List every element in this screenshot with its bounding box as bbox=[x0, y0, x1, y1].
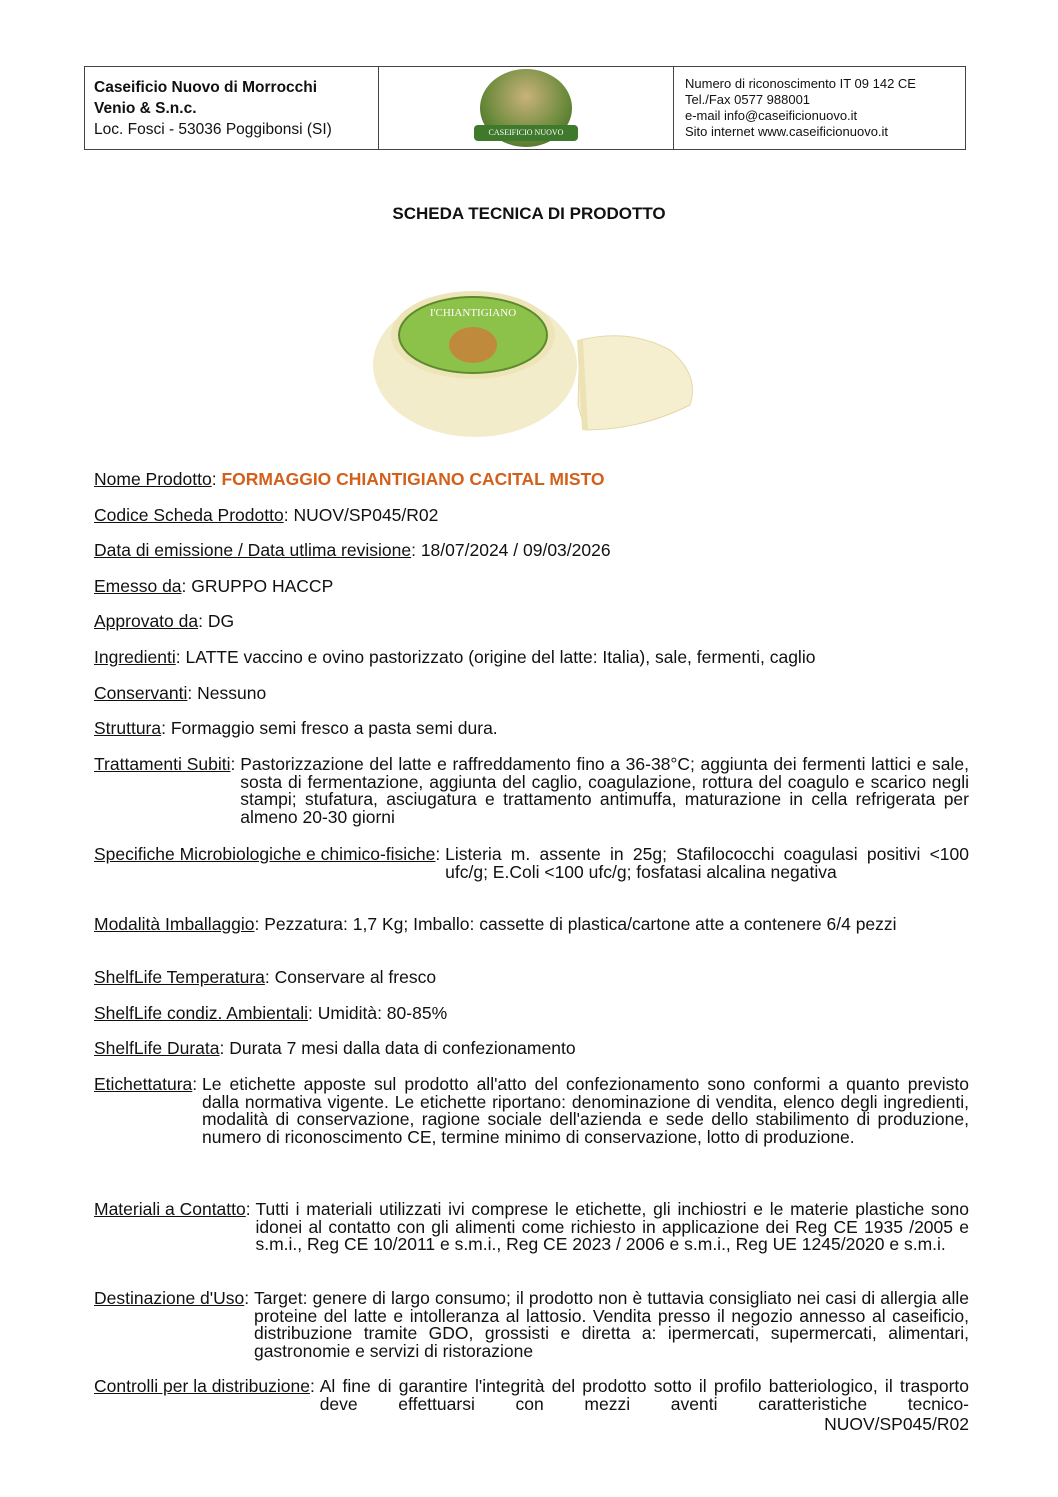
field-value: LATTE vaccino e ovino pastorizzato (origine del latte: Italia), sale, fermenti, caglio bbox=[185, 647, 816, 667]
field-value: Formaggio semi fresco a pasta semi dura. bbox=[170, 718, 498, 738]
email: e-mail info@caseificionuovo.it bbox=[685, 108, 858, 123]
field-value: Le etichette apposte sul prodotto all'atto del confezionamento sono conformi a quanto previsto dalla normativa vigente. Le etichette riportano: denominazione di vendita, elenco degli ingredienti, modalità di conservazione, ragione sociale dell'azienda e sede dello stabilimento di produzione, numero di riconoscimento CE, termine minimo di conservazione, lotto di produzione. bbox=[201, 1074, 969, 1148]
recognition-number: Numero di riconoscimento IT 09 142 CE bbox=[685, 76, 916, 91]
field-value: FORMAGGIO CHIANTIGIANO CACITAL MISTO bbox=[221, 469, 605, 489]
field-structure: Struttura: Formaggio semi fresco a pasta semi dura. bbox=[94, 720, 969, 738]
field-contact-materials: Materiali a Contatto: Tutti i materiali utilizzati ivi comprese le etichette, gli inchiostri e le materie plastiche sono idonei al contatto con gli alimenti come richiesto in applicazione dei Reg CE 1935 /2005 e s.m.i., Reg CE 10/2011 e s.m.i., Reg CE 2023 / 2006 e s.m.i., Reg UE 1245/2020 e s.m.i. bbox=[94, 1199, 969, 1255]
field-product-code: Codice Scheda Prodotto: NUOV/SP045/R02 bbox=[94, 507, 969, 525]
field-value: Tutti i materiali utilizzati ivi comprese le etichette, gli inchiostri e le materie plastiche sono idonei al contatto con gli alimenti come richiesto in applicazione dei Reg CE 1935 /2005 e s.m.i., Reg CE 10/2011 e s.m.i., Reg CE 2023 / 2006 e s.m.i., Reg UE 1245/2020 e s.m.i. bbox=[255, 1199, 969, 1255]
field-value: Umidità: 80-85% bbox=[317, 1003, 448, 1023]
product-image bbox=[370, 280, 710, 450]
field-treatments: Trattamenti Subiti: Pastorizzazione del latte e raffreddamento fino a 36-38°C; aggiunta dei fermenti lattici e sale, sosta di fermentazione, aggiunta del caglio, coagulazione, rottura del coagulo e scarico negli stampi; stufatura, asciugatura e trattamento antimuffa, maturazione in cella refrigerata per almeno 20-30 giorni bbox=[94, 754, 969, 828]
field-label: ShelfLife condiz. Ambientali bbox=[94, 1003, 309, 1023]
field-label: Etichettatura bbox=[94, 1074, 193, 1094]
field-value: Durata 7 mesi dalla data di confezionamento bbox=[229, 1038, 576, 1058]
field-value: NUOV/SP045/R02 bbox=[293, 505, 439, 525]
field-label: Data di emissione / Data utlima revisione bbox=[94, 540, 412, 560]
field-label: Materiali a Contatto bbox=[94, 1199, 246, 1219]
field-label: Destinazione d'Uso bbox=[94, 1288, 245, 1308]
logo-ribbon: CASEIFICIO NUOVO bbox=[474, 125, 578, 141]
field-product-name: Nome Prodotto: FORMAGGIO CHIANTIGIANO CACITAL MISTO bbox=[94, 471, 969, 489]
field-dates: Data di emissione / Data utlima revisione: 18/07/2024 / 09/03/2026 bbox=[94, 542, 969, 560]
field-value: Listeria m. assente in 25g; Stafilococchi coagulasi positivi <100 ufc/g; E.Coli <100 ufc/g; fosfatasi alcalina negativa bbox=[445, 844, 969, 882]
field-ingredients: Ingredienti: LATTE vaccino e ovino pastorizzato (origine del latte: Italia), sale, fermenti, caglio bbox=[94, 649, 969, 667]
company-info bbox=[85, 67, 379, 149]
field-value: Al fine di garantire l'integrità del prodotto sotto il profilo batteriologico, il trasporto deve effettuarsi con mezzi aventi caratteristiche tecnico- bbox=[319, 1376, 969, 1414]
company-address: Loc. Fosci - 53036 Poggibonsi (SI) bbox=[94, 121, 332, 138]
field-packaging: Modalità Imballaggio: Pezzatura: 1,7 Kg; Imballo: cassette di plastica/cartone atte a contenere 6/4 pezzi bbox=[94, 916, 969, 934]
field-value: 18/07/2024 / 09/03/2026 bbox=[420, 540, 611, 560]
field-value: Conservare al fresco bbox=[274, 967, 437, 987]
field-shelflife-temperature: ShelfLife Temperatura: Conservare al fresco bbox=[94, 969, 969, 987]
field-label: ShelfLife Temperatura bbox=[94, 967, 265, 987]
field-approved-by: Approvato da: DG bbox=[94, 613, 969, 631]
field-label: Modalità Imballaggio bbox=[94, 914, 255, 934]
field-value: Target: genere di largo consumo; il prodotto non è tuttavia consigliato nei casi di allergia alle proteine del latte e intolleranza al lattosio. Vendita presso il negozio annesso al caseificio, distribuzione tramite GDO, grossisti e diretta a: ipermercati, supermercati, alimentari, gastronomie e servizi di ristorazione bbox=[253, 1288, 969, 1362]
field-distribution-controls: Controlli per la distribuzione: Al fine di garantire l'integrità del prodotto sotto il profilo batteriologico, il trasporto deve effettuarsi con mezzi aventi caratteristiche tecnico- bbox=[94, 1376, 969, 1414]
field-label: Struttura bbox=[94, 718, 162, 738]
field-label: Conservanti bbox=[94, 683, 188, 703]
field-issued-by: Emesso da: GRUPPO HACCP bbox=[94, 578, 969, 596]
field-value: DG bbox=[207, 611, 235, 631]
field-label: Specifiche Microbiologiche e chimico-fisiche bbox=[94, 844, 436, 864]
product-label: I'CHIANTIGIANO bbox=[429, 307, 517, 319]
field-labelling: Etichettatura: Le etichette apposte sul prodotto all'atto del confezionamento sono conformi a quanto previsto dalla normativa vigente. Le etichette riportano: denominazione di vendita, elenco degli ingredienti, modalità di conservazione, ragione sociale dell'azienda e sede dello stabilimento di produzione, numero di riconoscimento CE, termine minimo di conservazione, lotto di produzione. bbox=[94, 1074, 969, 1148]
company-logo bbox=[480, 69, 572, 147]
website: Sito internet www.caseificionuovo.it bbox=[685, 124, 889, 139]
field-label: Emesso da bbox=[94, 576, 182, 596]
footer-document-code: NUOV/SP045/R02 bbox=[824, 1414, 969, 1434]
field-label: Trattamenti Subiti bbox=[94, 754, 231, 774]
field-intended-use: Destinazione d'Uso: Target: genere di largo consumo; il prodotto non è tuttavia consigliato nei casi di allergia alle proteine del latte e intolleranza al lattosio. Vendita presso il negozio annesso al caseificio, distribuzione tramite GDO, grossisti e diretta a: ipermercati, supermercati, alimentari, gastronomie e servizi di ristorazione bbox=[94, 1288, 969, 1362]
field-label: Codice Scheda Prodotto bbox=[94, 505, 284, 525]
field-value: GRUPPO HACCP bbox=[191, 576, 334, 596]
field-shelflife-duration: ShelfLife Durata: Durata 7 mesi dalla data di confezionamento bbox=[94, 1040, 969, 1058]
field-preservatives: Conservanti: Nessuno bbox=[94, 685, 969, 703]
contact-info bbox=[674, 67, 965, 149]
company-name-2: Venio & S.n.c. bbox=[94, 100, 197, 117]
company-name: Caseificio Nuovo di Morrocchi bbox=[94, 79, 318, 96]
field-label: Nome Prodotto bbox=[94, 469, 212, 489]
field-value: Pastorizzazione del latte e raffreddamento fino a 36-38°C; aggiunta dei fermenti lattici e sale, sosta di fermentazione, aggiunta del caglio, coagulazione, rottura del coagulo e scarico negli stampi; stufatura, asciugatura e trattamento antimuffa, maturazione in cella refrigerata per almeno 20-30 giorni bbox=[240, 754, 969, 828]
logo-cell bbox=[379, 67, 674, 149]
field-shelflife-conditions: ShelfLife condiz. Ambientali: Umidità: 80-85% bbox=[94, 1005, 969, 1023]
field-value: Nessuno bbox=[197, 683, 267, 703]
phone: Tel./Fax 0577 988001 bbox=[685, 92, 811, 107]
field-label: Ingredienti bbox=[94, 647, 176, 667]
field-label: Controlli per la distribuzione bbox=[94, 1376, 310, 1396]
field-label: ShelfLife Durata bbox=[94, 1038, 220, 1058]
field-value: Pezzatura: 1,7 Kg; Imballo: cassette di plastica/cartone atte a contenere 6/4 pezzi bbox=[264, 914, 897, 934]
field-label: Approvato da bbox=[94, 611, 199, 631]
page-title: SCHEDA TECNICA DI PRODOTTO bbox=[392, 204, 666, 223]
header-table bbox=[84, 66, 966, 150]
field-specifications: Specifiche Microbiologiche e chimico-fisiche: Listeria m. assente in 25g; Stafilococchi coagulasi positivi <100 ufc/g; E.Coli <100 ufc/g; fosfatasi alcalina negativa bbox=[94, 844, 969, 882]
